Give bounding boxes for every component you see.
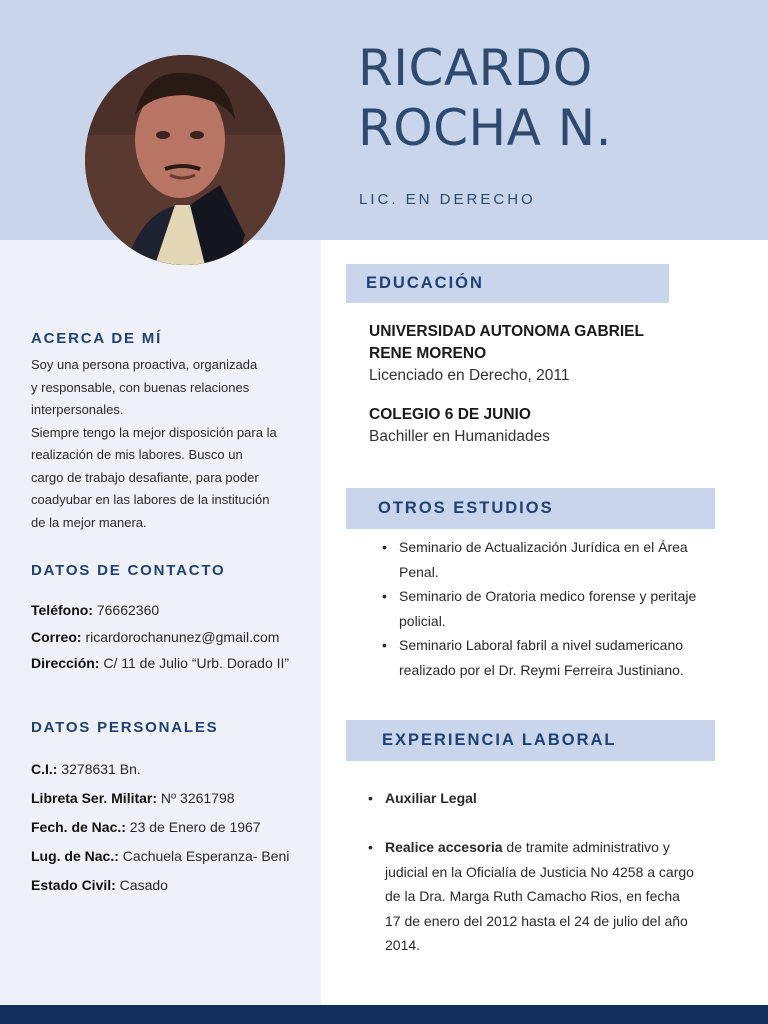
personal-value: 3278631 Bn.: [57, 761, 141, 777]
personal-heading: DATOS PERSONALES: [31, 719, 219, 736]
about-line: realización de mis labores. Busco un: [31, 447, 243, 462]
name-line-1: RICARDO: [358, 39, 593, 97]
contact-label: Dirección:: [31, 655, 100, 671]
personal-item: [31, 813, 316, 842]
degree: Bachiller en Humanidades: [369, 428, 550, 445]
job-title: Auxiliar Legal: [385, 790, 477, 806]
personal-value: Casado: [115, 877, 168, 893]
personal-label: Fech. de Nac.:: [31, 819, 126, 835]
contact-heading: DATOS DE CONTACTO: [31, 562, 226, 579]
education-entry: [369, 404, 729, 448]
contact-label: Teléfono:: [31, 602, 93, 618]
degree: Licenciado en Derecho, 2011: [369, 367, 570, 384]
about-heading: ACERCA DE MÍ: [31, 330, 163, 347]
contact-email: [31, 624, 316, 651]
personal-label: Estado Civil:: [31, 877, 116, 893]
personal-value: Nº 3261798: [157, 790, 235, 806]
personal-item: [31, 871, 316, 900]
experience-list: [368, 786, 723, 958]
contact-phone: [31, 597, 316, 624]
name-line-2: ROCHA N.: [358, 99, 612, 157]
portrait-image: [85, 55, 285, 265]
contact-list: [31, 597, 316, 677]
profile-photo: [85, 55, 285, 265]
list-item: [368, 786, 723, 811]
contact-label: Correo:: [31, 628, 82, 645]
institution-name: RENE MORENO: [369, 345, 487, 362]
other-studies-heading: OTROS ESTUDIOS: [346, 488, 715, 529]
experience-heading: EXPERIENCIA LABORAL: [346, 720, 715, 761]
list-item: • Seminario de Oratoria medico forense y peritaje policial.: [382, 584, 722, 633]
about-text: [31, 354, 316, 534]
about-line: coadyubar en las labores de la institución: [31, 492, 270, 507]
personal-label: C.I.:: [31, 761, 58, 777]
job-title: Realice accesoria: [385, 839, 503, 855]
personal-label: Libreta Ser. Militar:: [31, 790, 158, 806]
institution-name: COLEGIO 6 DE JUNIO: [369, 406, 531, 423]
about-line: de la mejor manera.: [31, 514, 147, 530]
professional-title: LIC. EN DERECHO: [359, 191, 536, 208]
other-studies-list: [382, 535, 722, 682]
about-line: interpersonales.: [31, 402, 124, 417]
personal-list: [31, 755, 316, 900]
personal-label: Lug. de Nac.:: [31, 848, 119, 864]
list-item: • Seminario de Actualización Jurídica en el Área Penal.: [382, 535, 722, 584]
about-line: Soy una persona proactiva, organizada: [31, 357, 258, 372]
about-line: Siempre tengo la mejor disposición para la: [31, 424, 277, 440]
about-line: cargo de trabajo desafiante, para poder: [31, 469, 259, 485]
list-item: • Seminario Laboral fabril a nivel sudamericano realizado por el Dr. Reymi Ferreira Justiniano.: [382, 633, 722, 682]
personal-item: [31, 784, 316, 813]
personal-value: Cachuela Esperanza- Beni: [118, 848, 290, 864]
education-entry: [369, 321, 729, 387]
personal-item: [31, 755, 316, 784]
about-line: y responsable, con buenas relaciones: [31, 379, 250, 395]
list-item: • Realice accesoria de tramite administrativo y judicial en la Oficialía de Justicia No 4258 a cargo de la Dra. Marga Ruth Camacho Rios, en fecha 17 de enero del 2012 hasta el 24 de julio del año 2014.: [368, 835, 723, 958]
personal-item: [31, 842, 316, 871]
contact-value: 76662360: [92, 602, 160, 618]
contact-value: ricardorochanunez@gmail.com: [81, 628, 280, 645]
personal-value: 23 de Enero de 1967: [125, 819, 261, 835]
institution-name: UNIVERSIDAD AUTONOMA GABRIEL: [369, 323, 644, 340]
contact-address: [31, 650, 316, 677]
contact-value: C/ 11 de Julio “Urb. Dorado II”: [99, 655, 290, 671]
candidate-name: [358, 38, 612, 158]
education-heading: EDUCACIÓN: [346, 264, 669, 303]
footer-bar: [0, 1005, 768, 1024]
